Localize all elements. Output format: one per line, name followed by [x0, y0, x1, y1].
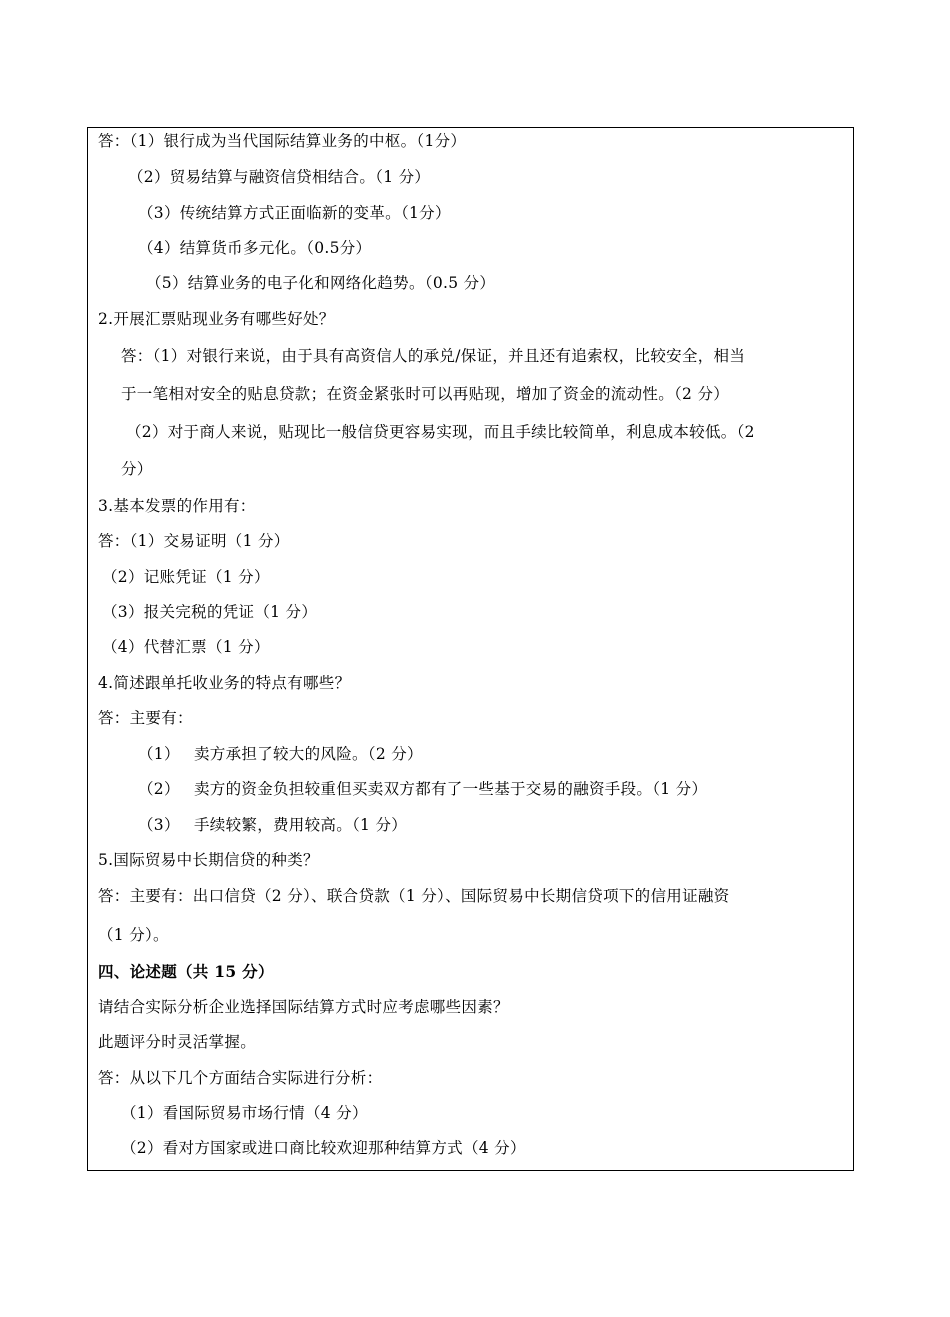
q4-item-1-text: 卖方承担了较大的风险。（2 分）	[194, 745, 423, 763]
q4-item-1	[138, 744, 423, 764]
q1-answer-3: （3）传统结算方式正面临新的变革。（1分）	[138, 204, 451, 222]
q2-answer-line-2: 于一笔相对安全的贴息贷款；在资金紧张时可以再贴现，增加了资金的流动性。（2 分）	[121, 385, 730, 403]
q4-item-2-text: 卖方的资金负担较重但买卖双方都有了一些基于交易的融资手段。（1 分）	[194, 780, 708, 798]
q5-question: 5.国际贸易中长期信贷的种类？	[98, 851, 319, 869]
q4-item-3	[138, 815, 407, 835]
q2-answer-line-3: （2）对于商人来说，贴现比一般信贷更容易实现，而且手续比较简单，利息成本较低。（2	[126, 423, 755, 441]
q4-item-2	[138, 779, 707, 799]
q2-question: 2.开展汇票贴现业务有哪些好处？	[98, 310, 335, 328]
q3-question: 3.基本发票的作用有：	[98, 497, 256, 515]
section4-question: 请结合实际分析企业选择国际结算方式时应考虑哪些因素？	[98, 998, 509, 1016]
q4-item-3-text: 手续较繁，费用较高。（1 分）	[194, 816, 408, 834]
q1-answer-1: 答：（1）银行成为当代国际结算业务的中枢。（1分）	[98, 132, 467, 150]
q4-item-3-num: （3）	[138, 816, 180, 834]
q5-answer-line-1: 答：主要有：出口信贷（2 分）、联合贷款（1 分）、国际贸易中长期信贷项下的信用证融资	[98, 887, 730, 905]
q4-intro: 答：主要有：	[98, 709, 193, 727]
section4-point-2: （2）看对方国家或进口商比较欢迎那种结算方式（4 分）	[121, 1139, 526, 1157]
q1-answer-5: （5）结算业务的电子化和网络化趋势。（0.5 分）	[146, 274, 496, 292]
q4-item-2-num: （2）	[138, 780, 180, 798]
section4-point-1: （1）看国际贸易市场行情（4 分）	[121, 1104, 368, 1122]
q2-answer-line-1: 答：（1）对银行来说，由于具有高资信人的承兑/保证，并且还有追索权，比较安全，相当	[121, 347, 746, 365]
q4-question: 4.简述跟单托收业务的特点有哪些？	[98, 674, 351, 692]
q5-answer-line-2: （1 分）。	[98, 926, 169, 944]
q1-answer-4: （4）结算货币多元化。（0.5分）	[138, 239, 372, 257]
q1-answer-2: （2）贸易结算与融资信贷相结合。（1 分）	[128, 168, 431, 186]
answer-box	[87, 127, 854, 1171]
q3-answer-2: （2）记账凭证（1 分）	[102, 568, 270, 586]
q4-item-1-num: （1）	[138, 745, 180, 763]
q3-answer-3: （3）报关完税的凭证（1 分）	[102, 603, 318, 621]
q3-answer-1: 答：（1）交易证明（1 分）	[98, 532, 290, 550]
section4-note: 此题评分时灵活掌握。	[98, 1033, 257, 1051]
q2-answer-line-4: 分）	[121, 460, 153, 478]
q3-answer-4: （4）代替汇票（1 分）	[102, 638, 270, 656]
section4-intro: 答：从以下几个方面结合实际进行分析：	[98, 1069, 383, 1087]
section4-heading: 四、论述题（共 15 分）	[98, 962, 274, 981]
